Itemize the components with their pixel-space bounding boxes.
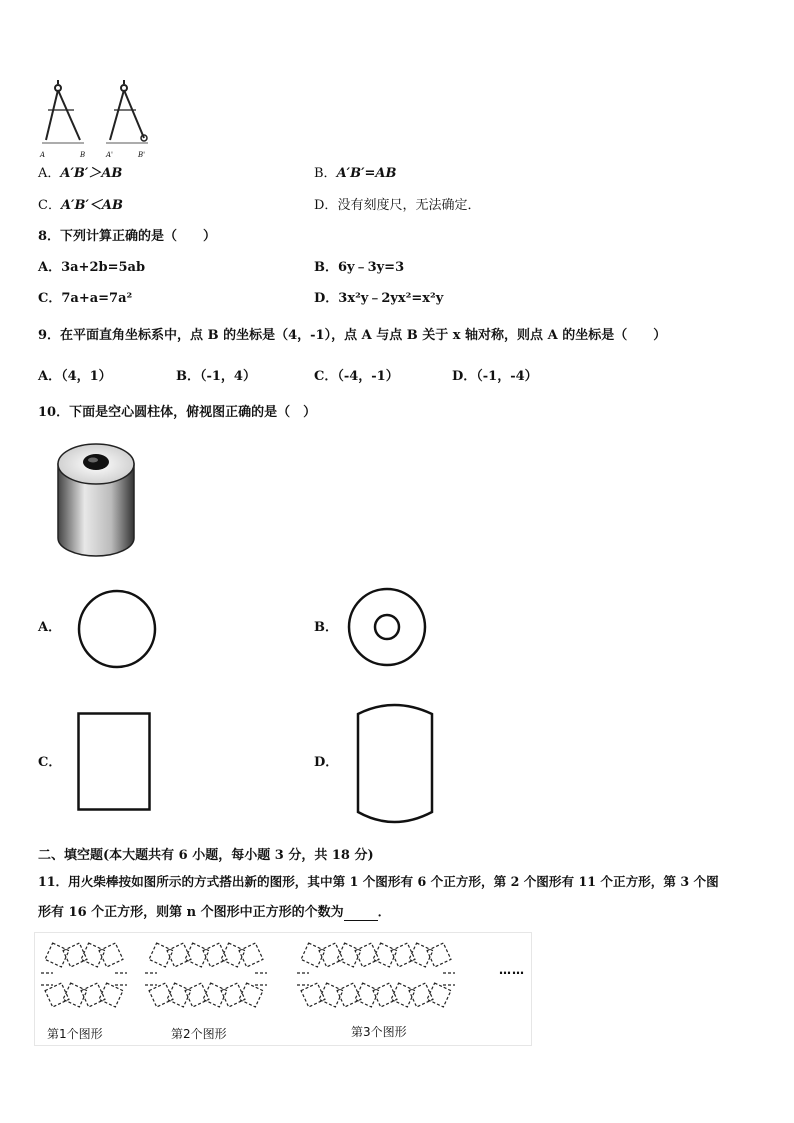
- q7-option-b: B．A′B′=AB: [314, 166, 397, 181]
- q10-option-a: A．: [38, 620, 62, 635]
- q9-option-c: C．（-4，-1）: [314, 369, 399, 384]
- compass-label-a: A: [40, 151, 46, 159]
- matchstick-square: [45, 983, 69, 1007]
- q8-stem: 8．下列计算正确的是（ ）: [38, 229, 217, 244]
- compass-label-b: B: [80, 151, 86, 159]
- q10-option-c: C．: [38, 755, 62, 770]
- section-heading-fill-in: 二、填空题(本大题共有 6 小题，每小题 3 分，共 18 分): [38, 848, 374, 863]
- compass-label-b-prime: B': [138, 151, 146, 159]
- figure-caption-2: 第2个图形: [171, 1027, 227, 1041]
- q10-option-b: B．: [314, 620, 338, 635]
- ellipsis: ……: [499, 963, 525, 977]
- compass-label-a-prime: A': [106, 151, 113, 159]
- option-c-rectangle: [77, 712, 153, 812]
- q9-option-b: B．（-1，4）: [176, 369, 256, 384]
- option-a-circle: [77, 589, 159, 671]
- matchstick-square: [301, 983, 325, 1007]
- q11-stem-line1: 11．用火柴棒按如图所示的方式搭出新的图形，其中第 1 个图形有 6 个正方形，第 2 个图形有 11 个正方形，第 3 个图: [38, 874, 719, 889]
- answer-blank[interactable]: [344, 908, 378, 921]
- hollow-cylinder-figure: [52, 440, 142, 560]
- figure-caption-3: 第3个图形: [351, 1025, 407, 1039]
- q8-option-a: A．3a+2b=5ab: [38, 260, 146, 275]
- matchstick-pattern-figure: [34, 932, 532, 1046]
- q7-option-a: A．A′B′＞AB: [38, 166, 123, 181]
- q8-option-c: C．7a+a=7a²: [38, 291, 133, 306]
- q9-option-a: A．（4，1）: [38, 369, 112, 384]
- q9-stem: 9．在平面直角坐标系中，点 B 的坐标是（4，-1），点 A 与点 B 关于 x 轴对称，则点 A 的坐标是（ ）: [38, 328, 667, 343]
- figure-caption-1: 第1个图形: [47, 1027, 103, 1041]
- q11-stem-line2: 形有 16 个正方形，则第 n 个图形中正方形的个数为 ．: [38, 905, 391, 920]
- option-b-ring: [347, 587, 429, 669]
- q10-option-d: D．: [314, 755, 339, 770]
- q7-option-d: D．没有刻度尺，无法确定．: [314, 198, 481, 213]
- q8-option-d: D．3x²y﹣2yx²=x²y: [314, 291, 444, 306]
- q7-option-c: C．A′B′＜AB: [38, 198, 123, 213]
- matchstick-square: [149, 983, 173, 1007]
- q9-option-d: D．（-1，-4）: [452, 369, 538, 384]
- option-d-barrel: [356, 702, 436, 828]
- q10-stem: 10．下面是空心圆柱体，俯视图正确的是（ ）: [38, 405, 317, 420]
- q8-option-b: B．6y﹣3y=3: [314, 260, 405, 275]
